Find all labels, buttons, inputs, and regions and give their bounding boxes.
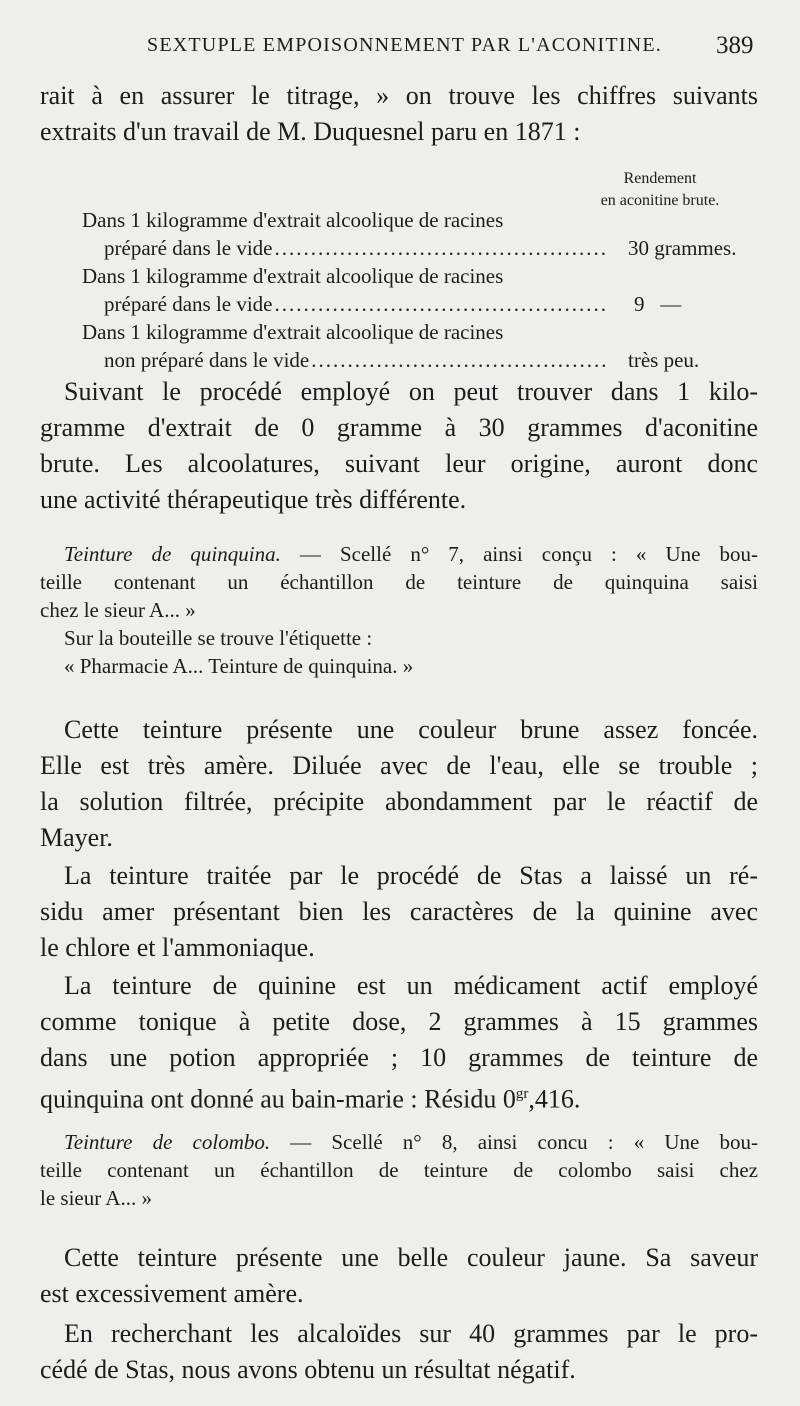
seal-description-colombo bbox=[40, 1128, 758, 1212]
text-line: dans une potion appropriée ; 10 grammes de teinture de bbox=[40, 1043, 758, 1072]
yield-table bbox=[82, 206, 762, 374]
page-number: 389 bbox=[716, 32, 754, 59]
dot-leader bbox=[311, 346, 606, 374]
row-label-line: Dans 1 kilogramme d'extrait alcoolique de racines bbox=[82, 320, 504, 344]
table-row bbox=[82, 262, 762, 318]
row-value: 30 grammes. bbox=[628, 236, 737, 260]
text-line: cédé de Stas, nous avons obtenu un résultat négatif. bbox=[40, 1355, 576, 1384]
row-label-line: non préparé dans le vide bbox=[104, 348, 310, 372]
dot-leader bbox=[275, 290, 606, 318]
text-line: Cette teinture présente une belle couleur jaune. Sa saveur bbox=[64, 1243, 758, 1272]
label-quote: « Pharmacie A... Teinture de quinquina. » bbox=[64, 654, 414, 678]
row-value: 9 — bbox=[634, 292, 682, 316]
text-line: Mayer. bbox=[40, 823, 113, 852]
text-line: une activité thérapeutique très différente. bbox=[40, 485, 467, 514]
text-line: le sieur A... » bbox=[40, 1186, 152, 1210]
paragraph bbox=[40, 712, 758, 856]
row-value: très peu. bbox=[628, 348, 700, 372]
text-line: Elle est très amère. Diluée avec de l'eau, elle se trouble ; bbox=[40, 751, 758, 780]
paragraph bbox=[40, 968, 758, 1112]
seal-description-quinquina bbox=[40, 540, 758, 680]
text-line: sidu amer présentant bien les caractères de la quinine avec bbox=[40, 897, 758, 926]
text-line: extraits d'un travail de M. Duquesnel paru en 1871 : bbox=[40, 117, 581, 146]
paragraph bbox=[40, 1240, 758, 1312]
text-line: rait à en assurer le titrage, » on trouve les chiffres suivants bbox=[40, 81, 758, 110]
running-title: SEXTUPLE EMPOISONNEMENT PAR L'ACONITINE. bbox=[147, 34, 662, 56]
row-label-line: préparé dans le vide bbox=[104, 292, 273, 316]
text-line: teille contenant un échantillon de teinture de colombo saisi chez bbox=[40, 1158, 758, 1182]
paragraph bbox=[40, 374, 758, 518]
text-line: La teinture de quinine est un médicament actif employé bbox=[64, 971, 758, 1000]
text-line: comme tonique à petite dose, 2 grammes à 15 grammes bbox=[40, 1007, 758, 1036]
table-row bbox=[82, 206, 762, 262]
column-header-line: en aconitine brute. bbox=[600, 192, 720, 209]
row-label-line: préparé dans le vide bbox=[104, 236, 273, 260]
text-line: est excessivement amère. bbox=[40, 1279, 304, 1308]
text-line: quinquina ont donné au bain-marie : Résidu $0^{gr},416$. bbox=[40, 1084, 581, 1114]
column-header-line: Rendement bbox=[623, 170, 697, 187]
paragraph bbox=[40, 1316, 758, 1388]
paragraph bbox=[40, 858, 758, 966]
text-line: brute. Les alcoolatures, suivant leur origine, auront donc bbox=[40, 449, 758, 478]
text-line: la solution filtrée, précipite abondamment par le réactif de bbox=[40, 787, 758, 816]
text-line: le chlore et l'ammoniaque. bbox=[40, 933, 315, 962]
text-line: Cette teinture présente une couleur brune assez foncée. bbox=[64, 715, 758, 744]
section-title: Teinture de quinquina. bbox=[64, 542, 281, 566]
table-row bbox=[82, 318, 762, 374]
row-label-line: Dans 1 kilogramme d'extrait alcoolique de racines bbox=[82, 208, 504, 232]
text-line: Suivant le procédé employé on peut trouver dans 1 kilo- bbox=[64, 377, 758, 406]
text-line: gramme d'extrait de 0 gramme à 30 grammes d'aconitine bbox=[40, 413, 758, 442]
text-line: Teinture de colombo. — Scellé n° 8, ainsi concu : « Une bou- bbox=[64, 1130, 758, 1154]
text-line: En recherchant les alcaloïdes sur 40 grammes par le pro- bbox=[64, 1319, 758, 1348]
text-line: Sur la bouteille se trouve l'étiquette : bbox=[64, 626, 373, 650]
running-header bbox=[0, 34, 800, 70]
text-line: Teinture de quinquina. — Scellé n° 7, ainsi conçu : « Une bou- bbox=[64, 542, 759, 566]
dot-leader bbox=[275, 234, 606, 262]
text-line: La teinture traitée par le procédé de Stas a laissé un ré- bbox=[64, 861, 758, 890]
text-line: teille contenant un échantillon de teinture de quinquina saisi bbox=[40, 570, 758, 594]
section-title: Teinture de colombo. bbox=[64, 1130, 271, 1154]
text-line: chez le sieur A... » bbox=[40, 598, 196, 622]
intro-paragraph bbox=[40, 78, 758, 150]
row-label-line: Dans 1 kilogramme d'extrait alcoolique de racines bbox=[82, 264, 504, 288]
